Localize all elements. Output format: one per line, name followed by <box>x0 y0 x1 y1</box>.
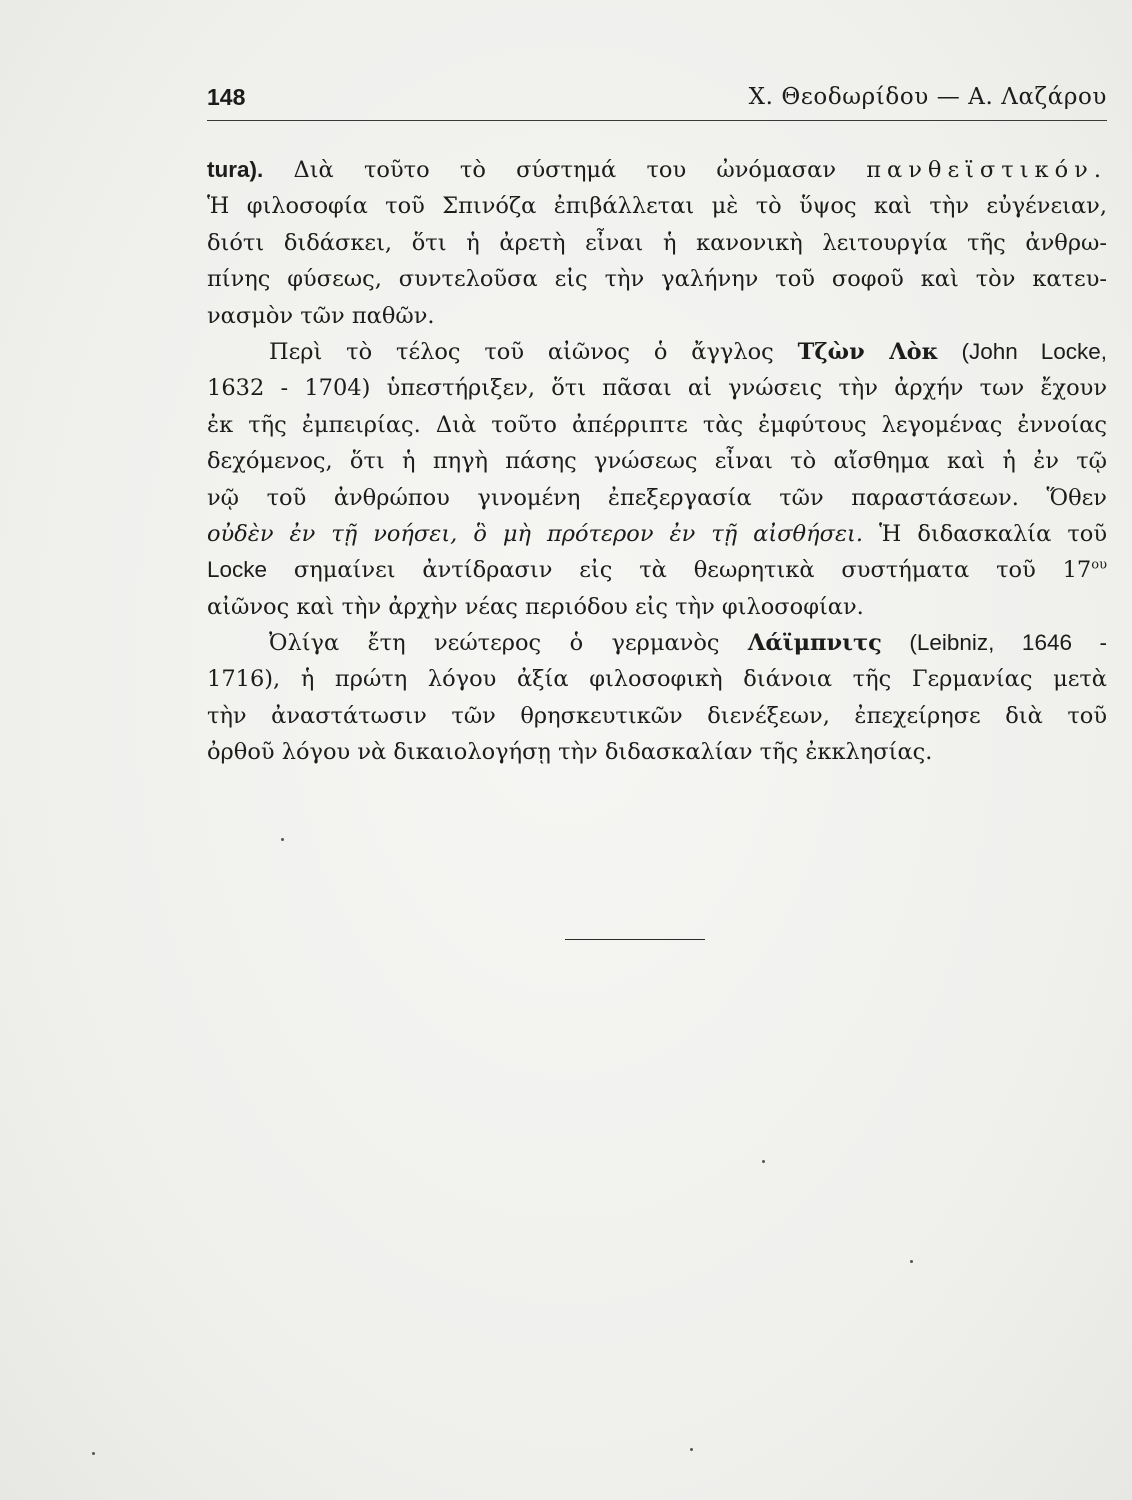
name-laibnits: Λάϊμπνιτς <box>747 630 882 657</box>
text-span: σημαίνει ἀντίδρασιν εἰς τὰ θεωρητικὰ συστήματα τοῦ 17 <box>267 557 1092 584</box>
text-span: Διὰ τοῦτο τὸ σύστημά του ὠνόμασαν <box>263 157 867 183</box>
header-rule <box>207 120 1107 121</box>
print-speck <box>281 838 284 841</box>
text-line-8: ἐκ τῆς ἐμπειρίας. Διὰ τοῦτο ἀπέρριπτε τὰς ἐμφύτους λεγομένας ἐννοίας <box>207 411 1107 438</box>
emphasis-pantheistikon: πανθεϊστικόν. <box>866 157 1107 183</box>
page-header <box>207 80 1107 120</box>
text-span: Ὀλίγα ἔτη νεώτερος ὁ γερμανὸς <box>269 630 748 657</box>
text-line-12 <box>207 552 1107 588</box>
running-head-authors: Χ. Θεοδωρίδου — Α. Λαζάρου <box>748 84 1107 110</box>
text-line-11 <box>207 516 1107 552</box>
text-line-13: αἰῶνος καὶ τὴν ἀρχὴν νέας περιόδου εἰς τὴν φιλοσοφίαν. <box>207 593 864 620</box>
name-locke: Locke <box>207 557 268 583</box>
text-line-4: πίνης φύσεως, συντελοῦσα εἰς τὴν γαλήνην τοῦ σοφοῦ καὶ τὸν κατευ- <box>207 266 1107 293</box>
quote-italic: οὐδὲν ἐν τῇ νοήσει, ὃ μὴ πρότερον ἐν τῇ αἰσθήσει. <box>207 520 863 547</box>
text-line-1 <box>207 152 1107 188</box>
print-speck <box>910 1260 913 1263</box>
text-line-17: ὀρθοῦ λόγου νὰ δικαιολογήσῃ τὴν διδασκαλίαν τῆς ἐκκλησίας. <box>207 739 933 766</box>
text-line-3: διότι διδάσκει, ὅτι ἡ ἀρετὴ εἶναι ἡ κανονικὴ λειτουργία τῆς ἀνθρω- <box>207 229 1107 256</box>
text-line-14 <box>207 625 1107 661</box>
print-speck <box>92 1452 95 1455</box>
text-line-15: 1716), ἡ πρώτη λόγου ἀξία φιλοσοφικὴ διάνοια τῆς Γερμανίας μετὰ <box>207 666 1107 693</box>
text-line-5: νασμὸν τῶν παθῶν. <box>207 302 435 329</box>
text-span-tura: tura). <box>207 157 264 182</box>
text-line-7: 1632 - 1704) ὑπεστήριξεν, ὅτι πᾶσαι αἱ γνώσεις τὴν ἀρχήν των ἔχουν <box>207 375 1107 402</box>
text-span: Ἡ διδασκαλία τοῦ <box>863 520 1107 547</box>
name-leibniz: (Leibniz, 1646 - <box>881 630 1107 656</box>
text-line-16: τὴν ἀναστάτωσιν τῶν θρησκευτικῶν διενέξεων, ἐπεχείρησε διὰ τοῦ <box>207 702 1107 729</box>
text-line-6 <box>207 334 1107 370</box>
name-tzon-lok: Τζὼν Λὸκ <box>797 338 939 365</box>
end-rule <box>565 939 705 940</box>
text-span: Περὶ τὸ τέλος τοῦ αἰῶνος ὁ ἄγγλος <box>269 338 798 365</box>
page-number: 148 <box>207 84 246 110</box>
text-line-2: Ἡ φιλοσοφία τοῦ Σπινόζα ἐπιβάλλεται μὲ τὸ ὕψος καὶ τὴν εὐγένειαν, <box>207 193 1107 220</box>
print-speck <box>762 1160 765 1163</box>
body-text <box>207 152 1107 771</box>
name-john-locke: (John Locke, <box>938 338 1107 364</box>
text-line-9: δεχόμενος, ὅτι ἡ πηγὴ πάσης γνώσεως εἶναι τὸ αἴσθημα καὶ ἡ ἐν τῷ <box>207 448 1107 475</box>
text-line-10: νῷ τοῦ ἀνθρώπου γινομένη ἐπεξεργασία τῶν παραστάσεων. Ὅθεν <box>207 484 1107 511</box>
print-speck <box>690 1448 693 1451</box>
superscript-ou: ου <box>1091 557 1107 573</box>
